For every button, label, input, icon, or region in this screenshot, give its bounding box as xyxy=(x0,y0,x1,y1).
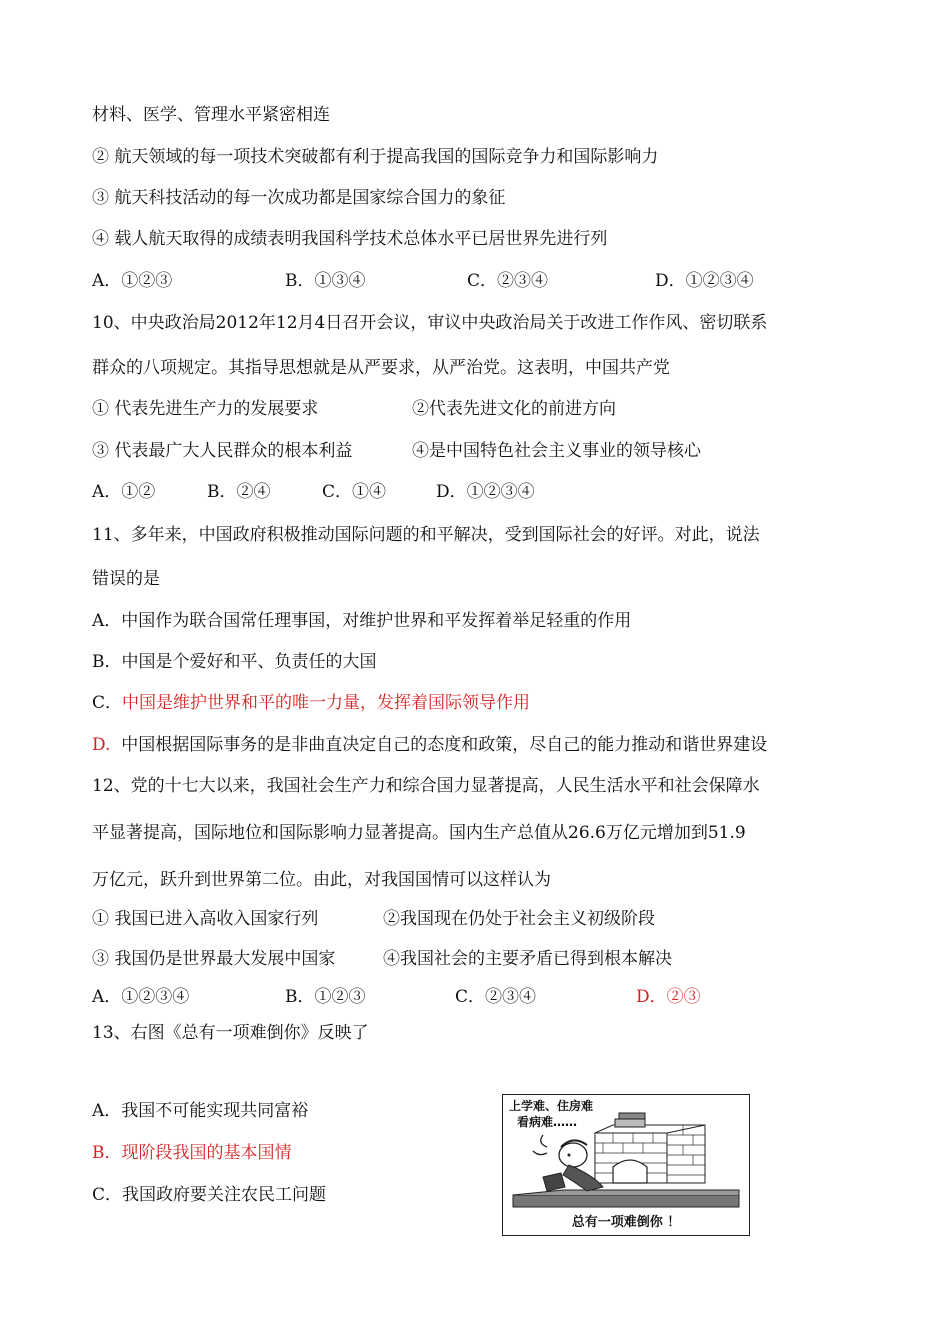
q10-item-3: ③ 代表最广大人民群众的根本利益 xyxy=(92,441,353,461)
q13-option-a: A．我国不可能实现共同富裕 xyxy=(92,1101,309,1121)
q12-stem-2: 平显著提高，国际地位和国际影响力显著提高。国内生产总值从26.6万亿元增加到51.9 xyxy=(92,823,746,843)
q11-option-d xyxy=(92,734,767,756)
line-1: 材料、医学、管理水平紧密相连 xyxy=(92,105,330,125)
cartoon-image xyxy=(502,1094,750,1236)
q10-item-2: ②代表先进文化的前进方向 xyxy=(412,399,616,419)
q12-option-c: C．②③④ xyxy=(455,987,537,1007)
q12-option-b: B．①②③ xyxy=(285,987,366,1007)
cartoon-caption: 总有一项难倒你 ！ xyxy=(571,1215,681,1230)
q10-stem-2: 群众的八项规定。其指导思想就是从严要求，从严治党。这表明，中国共产党 xyxy=(92,358,670,378)
q11-stem-2: 错误的是 xyxy=(92,569,160,589)
q11-stem-1: 11、多年来，中国政府积极推动国际问题的和平解决，受到国际社会的好评。对此，说法 xyxy=(92,525,760,545)
q10-item-1: ① 代表先进生产力的发展要求 xyxy=(92,399,319,419)
cartoon-drawing xyxy=(503,1095,749,1235)
q12-option-a: A．①②③④ xyxy=(92,987,190,1007)
q11-option-c xyxy=(92,692,530,714)
q10-option-c: C．①④ xyxy=(322,482,387,502)
q13-stem: 13、右图《总有一项难倒你》反映了 xyxy=(92,1023,369,1043)
line-2: ② 航天领域的每一项技术突破都有利于提高我国的国际竞争力和国际影响力 xyxy=(92,147,659,167)
q11-option-a: A．中国作为联合国常任理事国，对维护世界和平发挥着举足轻重的作用 xyxy=(92,611,632,631)
q9-option-c: C．②③④ xyxy=(467,271,549,291)
cartoon-top-text-1: 上学难、住房难 xyxy=(509,1099,594,1113)
q9-option-b: B．①③④ xyxy=(285,271,366,291)
q10-stem-1: 10、中央政治局2012年12月4日召开会议，审议中央政治局关于改进工作作风、密切联系 xyxy=(92,313,768,333)
q10-option-d: D．①②③④ xyxy=(436,482,535,502)
q11-option-d-text: 中国根据国际事务的是非曲直决定自己的态度和政策，尽自己的能力推动和谐世界建设 xyxy=(110,735,768,755)
line-3: ③ 航天科技活动的每一次成功都是国家综合国力的象征 xyxy=(92,188,506,208)
q11-option-c-text: 中国是维护世界和平的唯一力量，发挥着国际领导作用 xyxy=(122,693,531,713)
q9-option-a: A．①②③ xyxy=(92,271,173,291)
q12-option-d: D．②③ xyxy=(636,987,701,1007)
q11-option-d-prefix: D. xyxy=(92,735,111,755)
q12-stem-3: 万亿元，跃升到世界第二位。由此，对我国国情可以这样认为 xyxy=(92,870,551,890)
q9-option-d: D．①②③④ xyxy=(655,271,754,291)
q12-item-2: ②我国现在仍处于社会主义初级阶段 xyxy=(383,909,655,929)
q11-option-b: B．中国是个爱好和平、负责任的大国 xyxy=(92,652,377,672)
q10-option-b: B．②④ xyxy=(207,482,271,502)
q11-option-c-prefix: C． xyxy=(92,693,123,713)
q12-item-4: ④我国社会的主要矛盾已得到根本解决 xyxy=(383,949,672,969)
q12-item-3: ③ 我国仍是世界最大发展中国家 xyxy=(92,949,336,969)
line-4: ④ 载人航天取得的成绩表明我国科学技术总体水平已居世界先进行列 xyxy=(92,229,608,249)
q10-option-a: A．①② xyxy=(92,482,156,502)
q13-option-b: B．现阶段我国的基本国情 xyxy=(92,1143,292,1163)
q12-item-1: ① 我国已进入高收入国家行列 xyxy=(92,909,319,929)
q13-option-c: C．我国政府要关注农民工问题 xyxy=(92,1185,327,1205)
cartoon-top-text-2: 看病难…… xyxy=(517,1115,578,1129)
q10-item-4: ④是中国特色社会主义事业的领导核心 xyxy=(412,441,701,461)
q12-stem-1: 12、党的十七大以来，我国社会生产力和综合国力显著提高，人民生活水平和社会保障水 xyxy=(92,776,760,796)
